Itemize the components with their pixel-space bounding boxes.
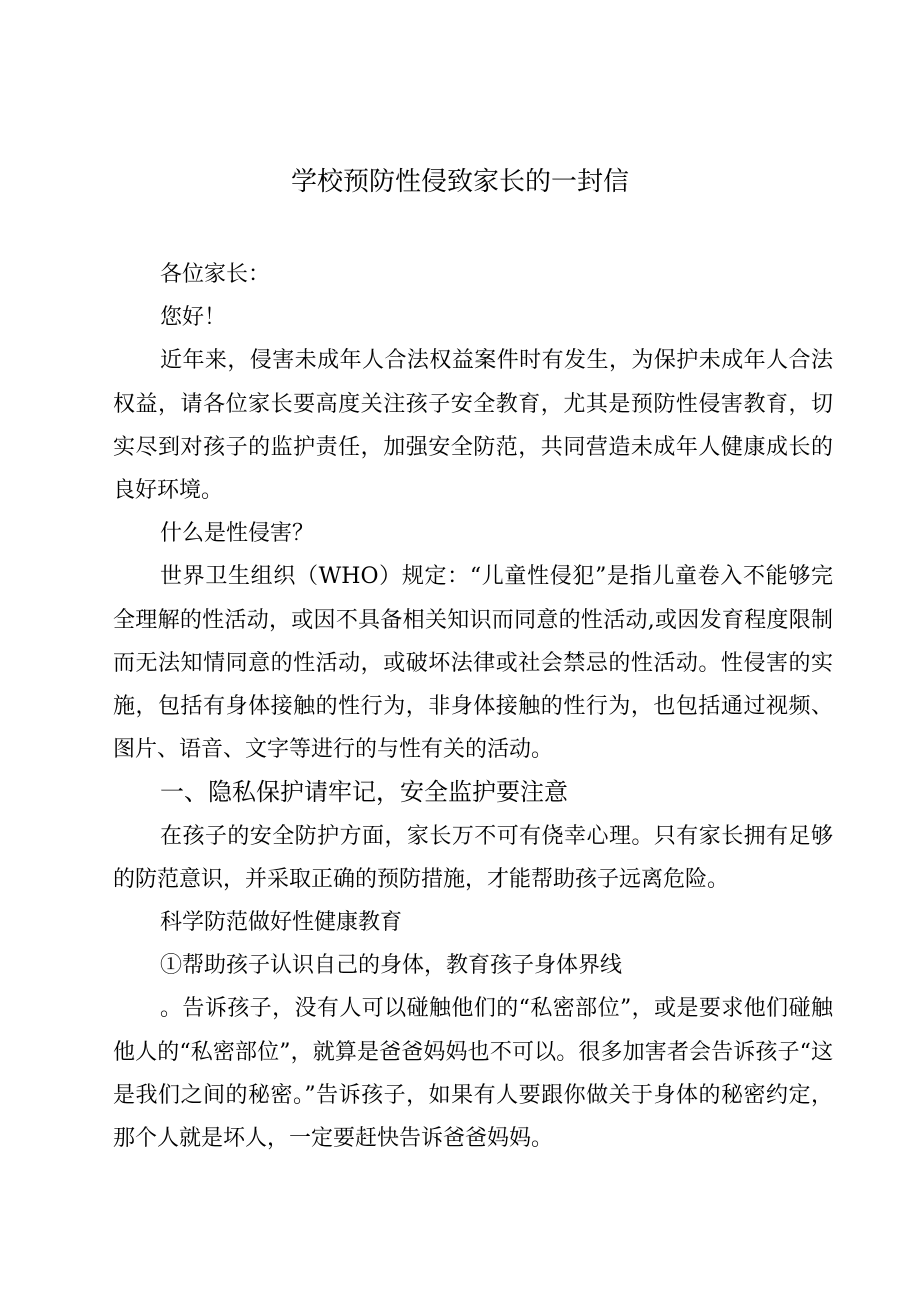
document-title: 学校预防性侵致家长的一封信 [290, 167, 629, 197]
item-1: ①帮助孩子认识自己的身体，教育孩子身体界线 [160, 953, 623, 979]
subheading: 科学防范做好性健康教育 [160, 910, 403, 936]
section-1-paragraph: 在孩子的安全防护方面，家长万不可有侥幸心理。只有家长拥有足够的防范意识，并采取正确的预防措施，才能帮助孩子远离危险。 [113, 823, 833, 892]
definition-paragraph: 世界卫生组织（WHO）规定：“儿童性侵犯”是指儿童卷入不能够完全理解的性活动，或因不具备相关知识而同意的性活动,或因发育程度限制而无法知情同意的性活动，或破坏法律或社会禁忌的性活动。性侵害的实施，包括有身体接触的性行为，非身体接触的性行为，也包括通过视频、图片、语音、文字等进行的与性有关的活动。 [113, 564, 833, 763]
question-line: 什么是性侵害？ [160, 521, 315, 547]
intro-paragraph: 近年来，侵害未成年人合法权益案件时有发生，为保护未成年人合法权益，请各位家长要高度关注孩子安全教育，尤其是预防性侵害教育，切实尽到对孩子的监护责任，加强安全防范，共同营造未成年人健康成长的良好环境。 [113, 348, 833, 504]
section-1-heading: 一、隐私保护请牢记，安全监护要注意 [160, 778, 568, 807]
salutation: 各位家长： [160, 262, 271, 287]
item-1-detail: 。告诉孩子，没有人可以碰触他们的“私密部位”，或是要求他们碰触他人的“私密部位”，就算是爸爸妈妈也不可以。很多加害者会告诉孩子“这是我们之间的秘密。”告诉孩子，如果有人要跟你做关于身体的秘密约定，那个人就是坏人，一定要赶快告诉爸爸妈妈。 [113, 996, 833, 1152]
document-body [113, 253, 833, 1160]
greeting: 您好！ [160, 305, 227, 331]
